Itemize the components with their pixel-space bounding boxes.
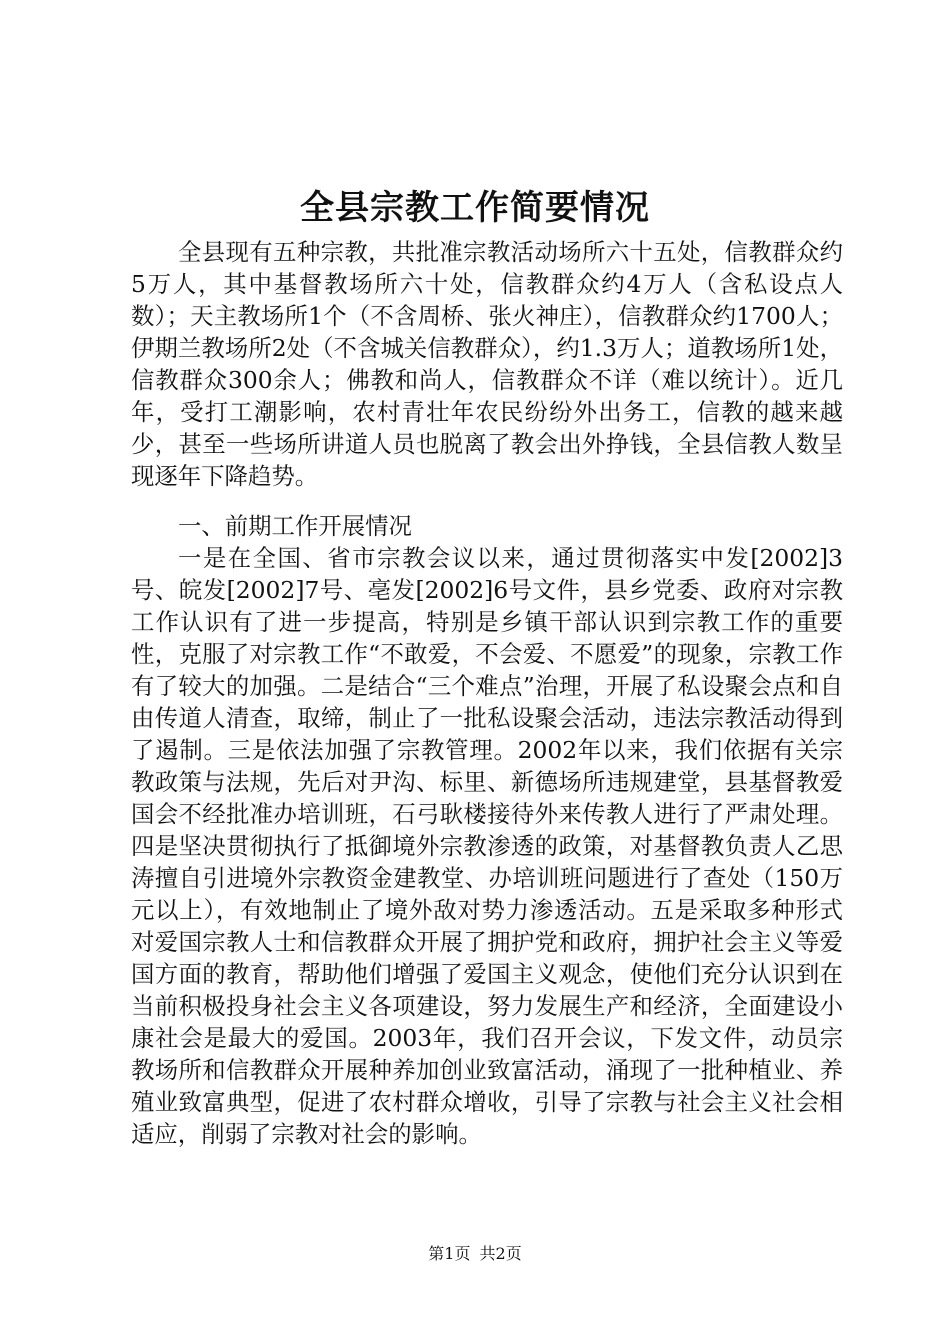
section-heading: 一、前期工作开展情况 xyxy=(178,512,412,540)
page-total: 共2页 xyxy=(479,1244,522,1263)
document-body-top xyxy=(131,236,843,492)
page-footer xyxy=(0,1244,950,1264)
paragraph-work-progress: 一是在全国、省市宗教会议以来，通过贯彻落实中发[2002]3号、皖发[2002]7号、亳发[2002]6号文件，县乡党委、政府对宗教工作认识有了进一步提高，特别是乡镇干部认识到宗教工作的重要性，克服了对宗教工作“不敢爱，不会爱、不愿爱”的现象，宗教工作有了较大的加强。二是结合“三个难点”治理，开展了私设聚会点和自由传道人清查，取缔，制止了一批私设聚会活动，违法宗教活动得到了遏制。三是依法加强了宗教管理。2002年以来，我们依据有关宗教政策与法规，先后对尹沟、标里、新德场所违规建堂，县基督教爱国会不经批准办培训班，石弓耿楼接待外来传教人进行了严肃处理。四是坚决贯彻执行了抵御境外宗教渗透的政策，对基督教负责人乙思涛擅自引进境外宗教资金建教堂、办培训班问题进行了查处（150万元以上），有效地制止了境外敌对势力渗透活动。五是采取多种形式对爱国宗教人士和信教群众开展了拥护党和政府，拥护社会主义等爱国方面的教育，帮助他们增强了爱国主义观念，使他们充分认识到在当前积极投身社会主义各项建设，努力发展生产和经济，全面建设小康社会是最大的爱国。2003年，我们召开会议，下发文件，动员宗教场所和信教群众开展种养加创业致富活动，涌现了一批种植业、养殖业致富典型，促进了农村群众增收，引导了宗教与社会主义社会相适应，削弱了宗教对社会的影响。 xyxy=(131,544,843,1148)
document-body-section xyxy=(131,510,843,1150)
paragraph-overview: 全县现有五种宗教，共批准宗教活动场所六十五处，信教群众约5万人，其中基督教场所六十处，信教群众约4万人（含私设点人数）；天主教场所1个（不含周桥、张火神庄），信教群众约1700人；伊期兰教场所2处（不含城关信教群众），约1.3万人；道教场所1处，信教群众300余人；佛教和尚人，信教群众不详（难以统计）。近几年，受打工潮影响，农村青壮年农民纷纷外出务工，信教的越来越少，甚至一些场所讲道人员也脱离了教会出外挣钱，全县信教人数呈现逐年下降趋势。 xyxy=(131,238,843,490)
page-number: 第1页 xyxy=(428,1244,471,1263)
document-title: 全县宗教工作简要情况 xyxy=(300,188,650,228)
